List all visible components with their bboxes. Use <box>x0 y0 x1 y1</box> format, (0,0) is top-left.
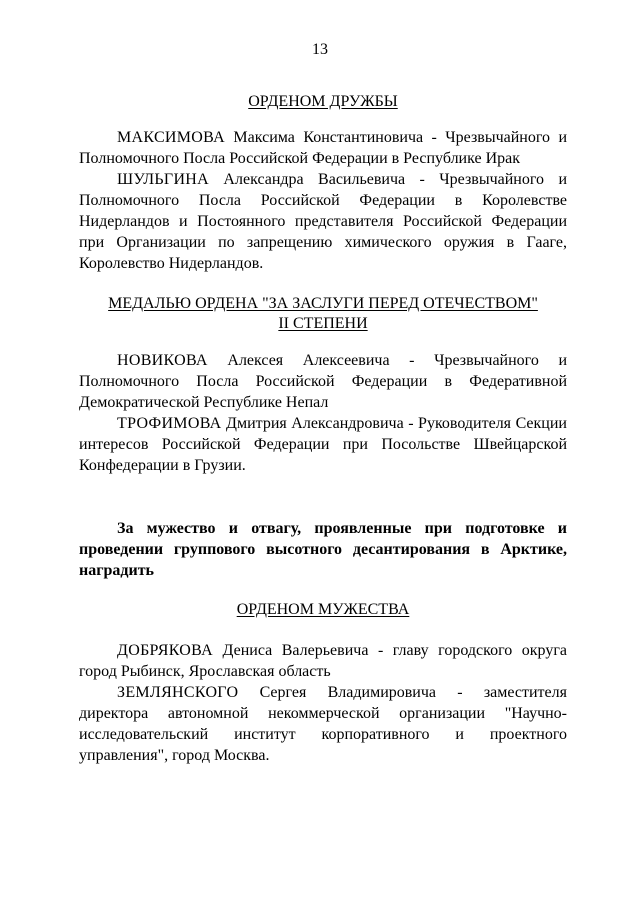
recipient-details: Дмитрия Александровича - Руководителя Секции интересов Российской Федерации при Посольстве Швейцарской Конфедерации в Грузии. <box>79 415 567 474</box>
award-entry <box>79 127 567 169</box>
award-heading-medal-line1: МЕДАЛЬЮ ОРДЕНА "ЗА ЗАСЛУГИ ПЕРЕД ОТЕЧЕСТВОМ" <box>108 295 538 312</box>
award-heading-order-of-courage: ОРДЕНОМ МУЖЕСТВА <box>236 601 410 618</box>
recipient-details: Максима Константиновича - Чрезвычайного и Полномочного Посла Российской Федерации в Республике Ирак <box>79 129 567 167</box>
award-entry <box>79 350 567 413</box>
award-entry <box>79 682 567 766</box>
award-heading-order-of-friendship: ОРДЕНОМ ДРУЖБЫ <box>248 93 398 110</box>
recipient-details: Александра Васильевича - Чрезвычайного и Полномочного Посла Российской Федерации в Королевстве Нидерландов и Постоянного представителя Российской Федерации при Организации по запрещению химического оружия в Гааге, Королевство Нидерландов. <box>79 171 567 272</box>
decree-intro: За мужество и отвагу, проявленные при подготовке и проведении группового высотного десантирования в Арктике, наградить <box>79 520 567 579</box>
recipient-surname: ЗЕМЛЯНСКОГО <box>117 684 239 701</box>
recipient-details: Алексея Алексеевича - Чрезвычайного и Полномочного Посла Российской Федерации в Федеративной Демократической Республике Непал <box>79 352 567 411</box>
award-entry <box>79 640 567 682</box>
award-entry <box>79 169 567 274</box>
award-heading-medal-line2: II СТЕПЕНИ <box>278 315 368 332</box>
award-entry <box>79 413 567 476</box>
recipient-surname: МАКСИМОВА <box>117 129 225 146</box>
recipient-surname: ДОБРЯКОВА <box>117 642 213 659</box>
recipient-surname: НОВИКОВА <box>117 352 208 369</box>
recipient-details: Сергея Владимировича - заместителя директора автономной некоммерческой организации "Научно-исследовательский институт корпоративного и проектного управления", город Москва. <box>79 684 567 764</box>
recipient-surname: ТРОФИМОВА <box>117 415 222 432</box>
page-number: 13 <box>312 41 328 58</box>
recipient-surname: ШУЛЬГИНА <box>117 171 210 188</box>
recipient-details: Дениса Валерьевича - главу городского округа город Рыбинск, Ярославская область <box>79 642 567 680</box>
